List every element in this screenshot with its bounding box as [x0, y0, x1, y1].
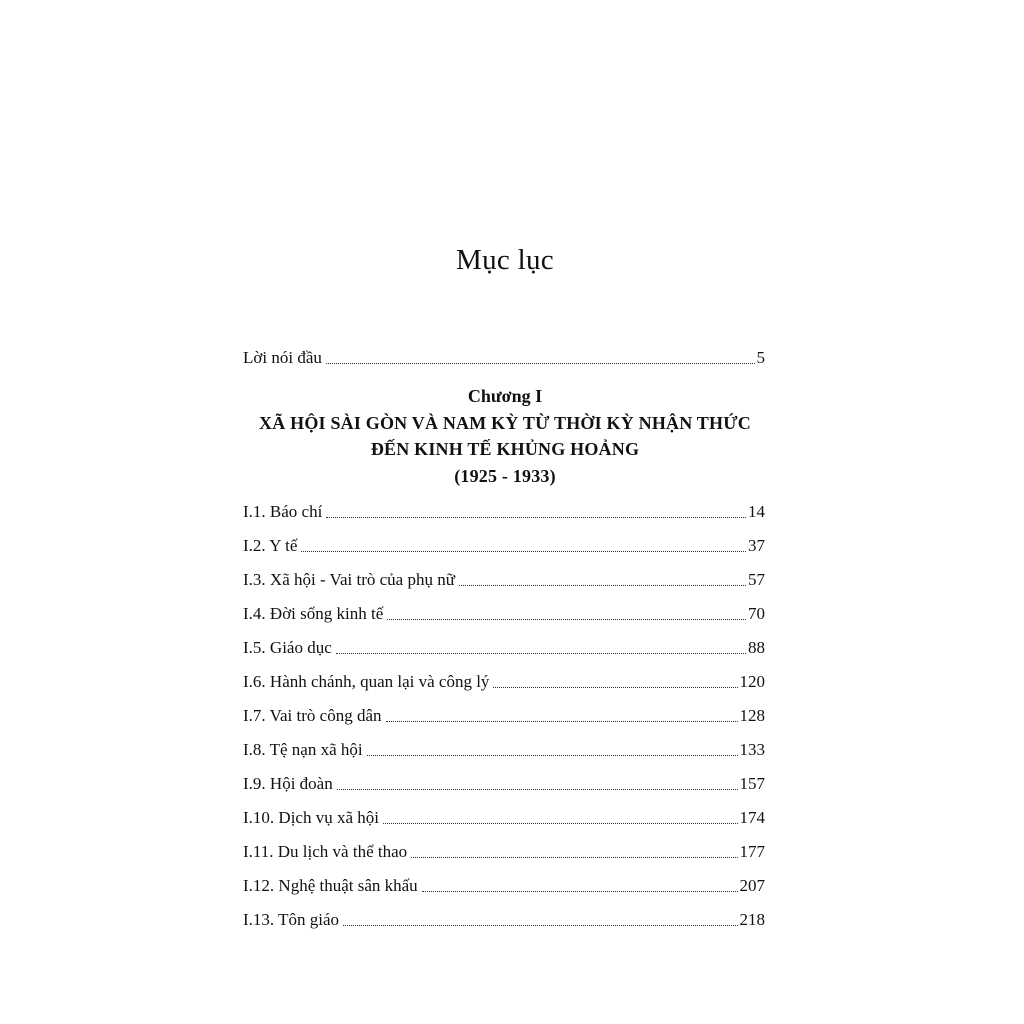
toc-entry-label: I.6. Hành chánh, quan lại và công lý — [243, 672, 490, 691]
toc-entry[interactable] — [243, 568, 765, 592]
toc-entry-page: 120 — [739, 672, 765, 691]
toc-entry-page: 57 — [748, 570, 765, 589]
dot-leader — [367, 755, 738, 756]
toc-entry-page: 207 — [739, 876, 765, 895]
toc-entry[interactable] — [243, 500, 765, 524]
dot-leader — [337, 789, 738, 790]
toc-entry[interactable] — [243, 738, 765, 762]
toc-entry-label: I.12. Nghệ thuật sân khấu — [243, 876, 418, 895]
toc-entry-label: I.13. Tôn giáo — [243, 910, 340, 929]
toc-entry-page: 88 — [748, 638, 765, 657]
toc-entry[interactable] — [243, 602, 765, 626]
toc-entry-page: 133 — [739, 740, 765, 759]
toc-entry[interactable] — [243, 636, 765, 660]
toc-entry[interactable] — [243, 704, 765, 728]
toc-entry[interactable] — [243, 670, 765, 694]
chapter-title-line-2: ĐẾN KINH TẾ KHỦNG HOẢNG — [370, 439, 640, 459]
toc-entry-page: 70 — [748, 604, 765, 623]
toc-entry[interactable] — [243, 772, 765, 796]
chapter-years: (1925 - 1933) — [454, 466, 556, 486]
toc-entry-page: 37 — [748, 536, 765, 555]
toc-entry-label: I.2. Y tế — [243, 536, 298, 555]
toc-entry-label: I.7. Vai trò công dân — [243, 706, 382, 725]
dot-leader — [343, 925, 737, 926]
page-title: Mục lục — [456, 244, 554, 276]
dot-leader — [387, 619, 746, 620]
dot-leader — [301, 551, 746, 552]
chapter-label: Chương I — [467, 386, 543, 406]
toc-entry-page: 174 — [739, 808, 765, 827]
toc-entry-label: I.4. Đời sống kinh tế — [243, 604, 384, 623]
toc-entry-label: Lời nói đầu — [243, 348, 322, 367]
toc-entry-label: I.10. Dịch vụ xã hội — [243, 808, 379, 827]
toc-entry-page: 157 — [739, 774, 765, 793]
toc-entry[interactable] — [243, 534, 765, 558]
dot-leader — [336, 653, 746, 654]
dot-leader — [493, 687, 737, 688]
dot-leader — [386, 721, 738, 722]
toc-entry-label: I.5. Giáo dục — [243, 638, 332, 657]
dot-leader — [326, 517, 746, 518]
toc-entry-page: 128 — [739, 706, 765, 725]
dot-leader — [326, 363, 755, 364]
toc-entry-label: I.9. Hội đoàn — [243, 774, 333, 793]
dot-leader — [383, 823, 738, 824]
toc-entry-label: I.8. Tệ nạn xã hội — [243, 740, 363, 759]
toc-entry-preface[interactable] — [243, 346, 765, 370]
toc-entry[interactable] — [243, 908, 765, 932]
toc-entry-page: 177 — [739, 842, 765, 861]
dot-leader — [459, 585, 746, 586]
toc-entry-label: I.1. Báo chí — [243, 502, 323, 521]
toc-entry-label: I.11. Du lịch và thể thao — [243, 842, 408, 861]
chapter-title-line-1: XÃ HỘI SÀI GÒN VÀ NAM KỲ TỪ THỜI KỲ NHẬN THỨC — [259, 413, 751, 433]
toc-entry-page: 14 — [748, 502, 765, 521]
toc-entry-page: 218 — [739, 910, 765, 929]
toc-entry-label: I.3. Xã hội - Vai trò của phụ nữ — [243, 570, 455, 589]
toc-entry[interactable] — [243, 806, 765, 830]
toc-entry[interactable] — [243, 840, 765, 864]
toc-entry[interactable] — [243, 874, 765, 898]
dot-leader — [422, 891, 738, 892]
toc-entry-page: 5 — [756, 348, 765, 367]
dot-leader — [411, 857, 737, 858]
